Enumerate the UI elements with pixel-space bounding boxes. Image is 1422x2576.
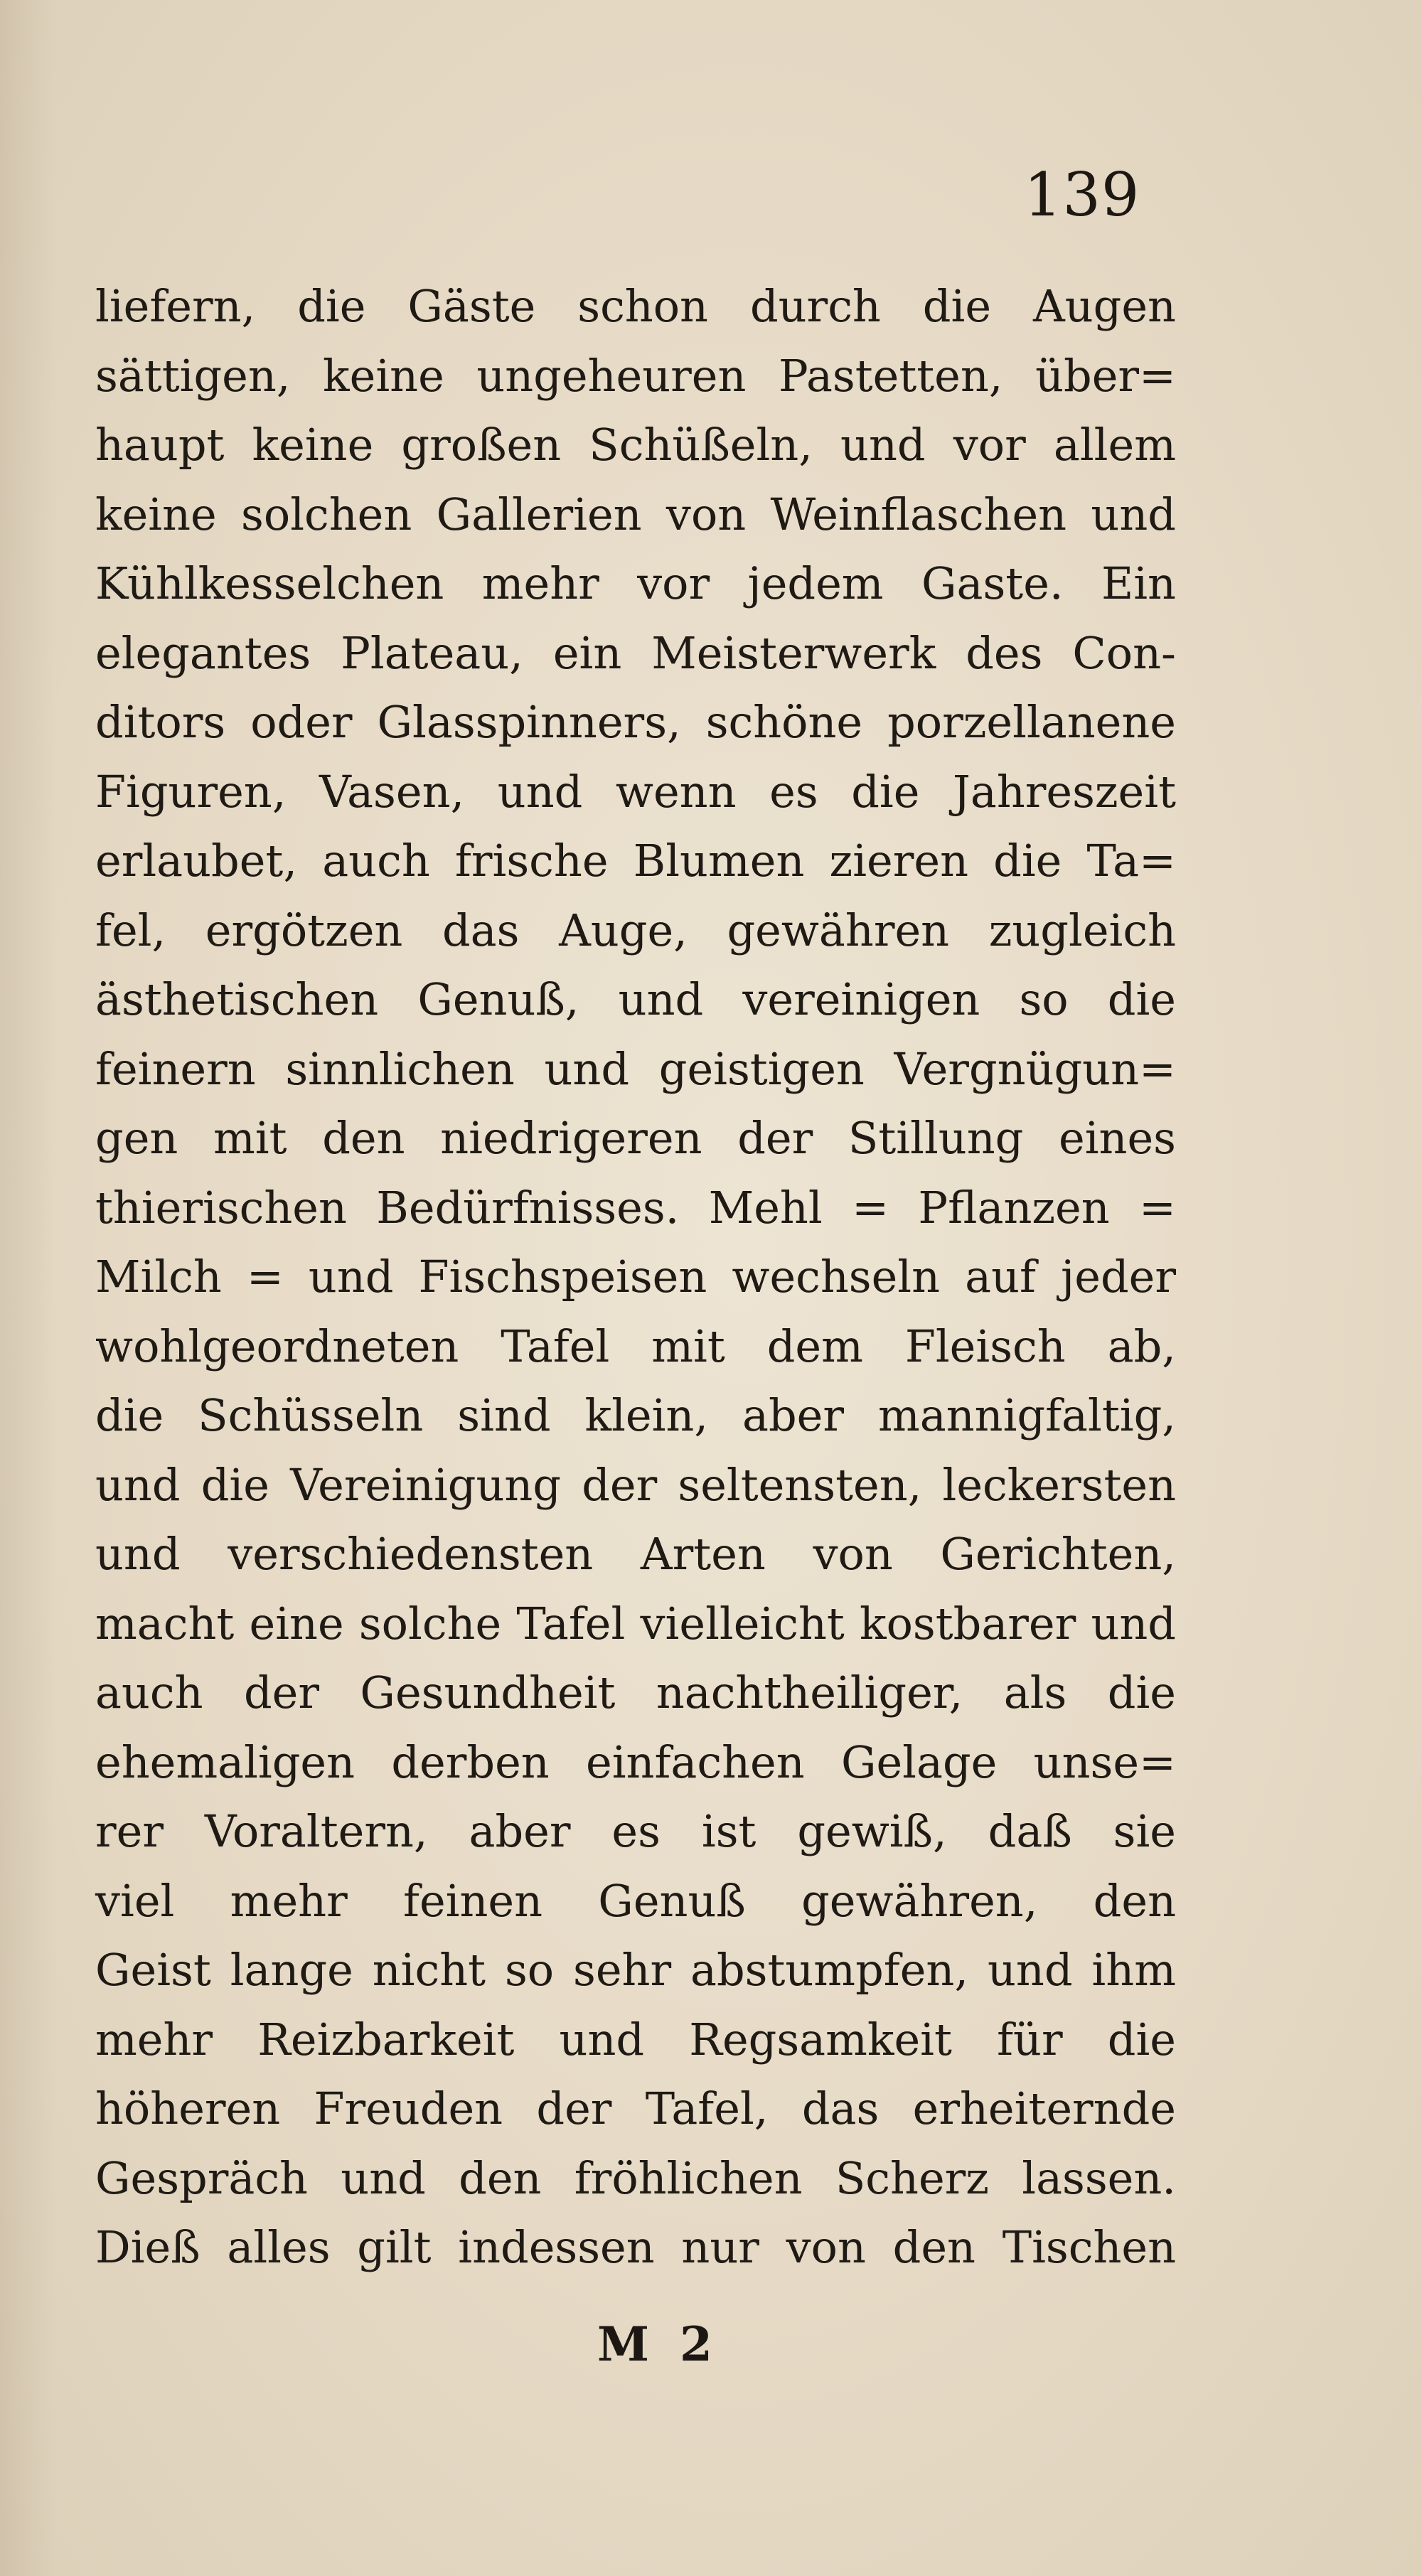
text-line: ästhetischen Genuß, und vereinigen so die bbox=[95, 973, 1176, 1025]
text-line: erlaubet, auch frische Blumen zieren die Ta= bbox=[95, 835, 1176, 887]
text-line: Figuren, Vasen, und wenn es die Jahreszeit bbox=[95, 765, 1176, 818]
text-line: fel, ergötzen das Auge, gewähren zugleich bbox=[95, 904, 1176, 956]
text-line: feinern sinnlichen und geistigen Vergnügun= bbox=[95, 1042, 1176, 1095]
text-line: thierischen Bedürfnisses. Mehl = Pflanzen = bbox=[95, 1181, 1176, 1234]
text-line: Milch = und Fischspeisen wechseln auf jeder bbox=[95, 1251, 1176, 1303]
text-line: ehemaligen derben einfachen Gelage unse= bbox=[95, 1736, 1176, 1788]
text-line: gen mit den niedrigeren der Stillung eines bbox=[95, 1112, 1176, 1164]
text-line: Kühlkesselchen mehr vor jedem Gaste. Ein bbox=[95, 557, 1176, 609]
text-line: höheren Freuden der Tafel, das erheiternde bbox=[95, 2083, 1176, 2134]
text-line: haupt keine großen Schüßeln, und vor allem bbox=[95, 419, 1176, 471]
text-line: und die Vereinigung der seltensten, leckersten bbox=[95, 1458, 1176, 1511]
page-edge-shadow bbox=[0, 0, 57, 2576]
text-line: die Schüsseln sind klein, aber mannigfaltig, bbox=[95, 1389, 1176, 1441]
text-line: rer Voraltern, aber es ist gewiß, daß sie bbox=[95, 1805, 1176, 1857]
text-line: wohlgeordneten Tafel mit dem Fleisch ab, bbox=[95, 1320, 1176, 1372]
text-line: macht eine solche Tafel vielleicht kostbarer und bbox=[95, 1597, 1176, 1650]
text-line: liefern, die Gäste schon durch die Augen bbox=[95, 280, 1176, 332]
text-line: sättigen, keine ungeheuren Pastetten, über= bbox=[95, 349, 1176, 402]
text-line: ditors oder Glasspinners, schöne porzellanene bbox=[95, 696, 1176, 748]
body-text bbox=[95, 272, 1176, 2282]
text-line: auch der Gesundheit nachtheiliger, als die bbox=[95, 1667, 1176, 1719]
text-line: keine solchen Gallerien von Weinflaschen und bbox=[95, 488, 1176, 540]
text-line: elegantes Plateau, ein Meisterwerk des Con- bbox=[95, 626, 1176, 679]
text-line: viel mehr feinen Genuß gewähren, den bbox=[95, 1874, 1176, 1927]
page-number: 139 bbox=[1024, 160, 1140, 230]
text-line: und verschiedensten Arten von Gerichten, bbox=[95, 1528, 1176, 1580]
text-line: mehr Reizbarkeit und Regsamkeit für die bbox=[95, 2013, 1176, 2065]
printer-signature: M 2 bbox=[597, 2316, 720, 2372]
text-line: Dieß alles gilt indessen nur von den Tischen bbox=[95, 2221, 1176, 2273]
text-line: Gespräch und den fröhlichen Scherz lassen. bbox=[95, 2152, 1176, 2204]
text-line: Geist lange nicht so sehr abstumpfen, und ihm bbox=[95, 1944, 1176, 1996]
